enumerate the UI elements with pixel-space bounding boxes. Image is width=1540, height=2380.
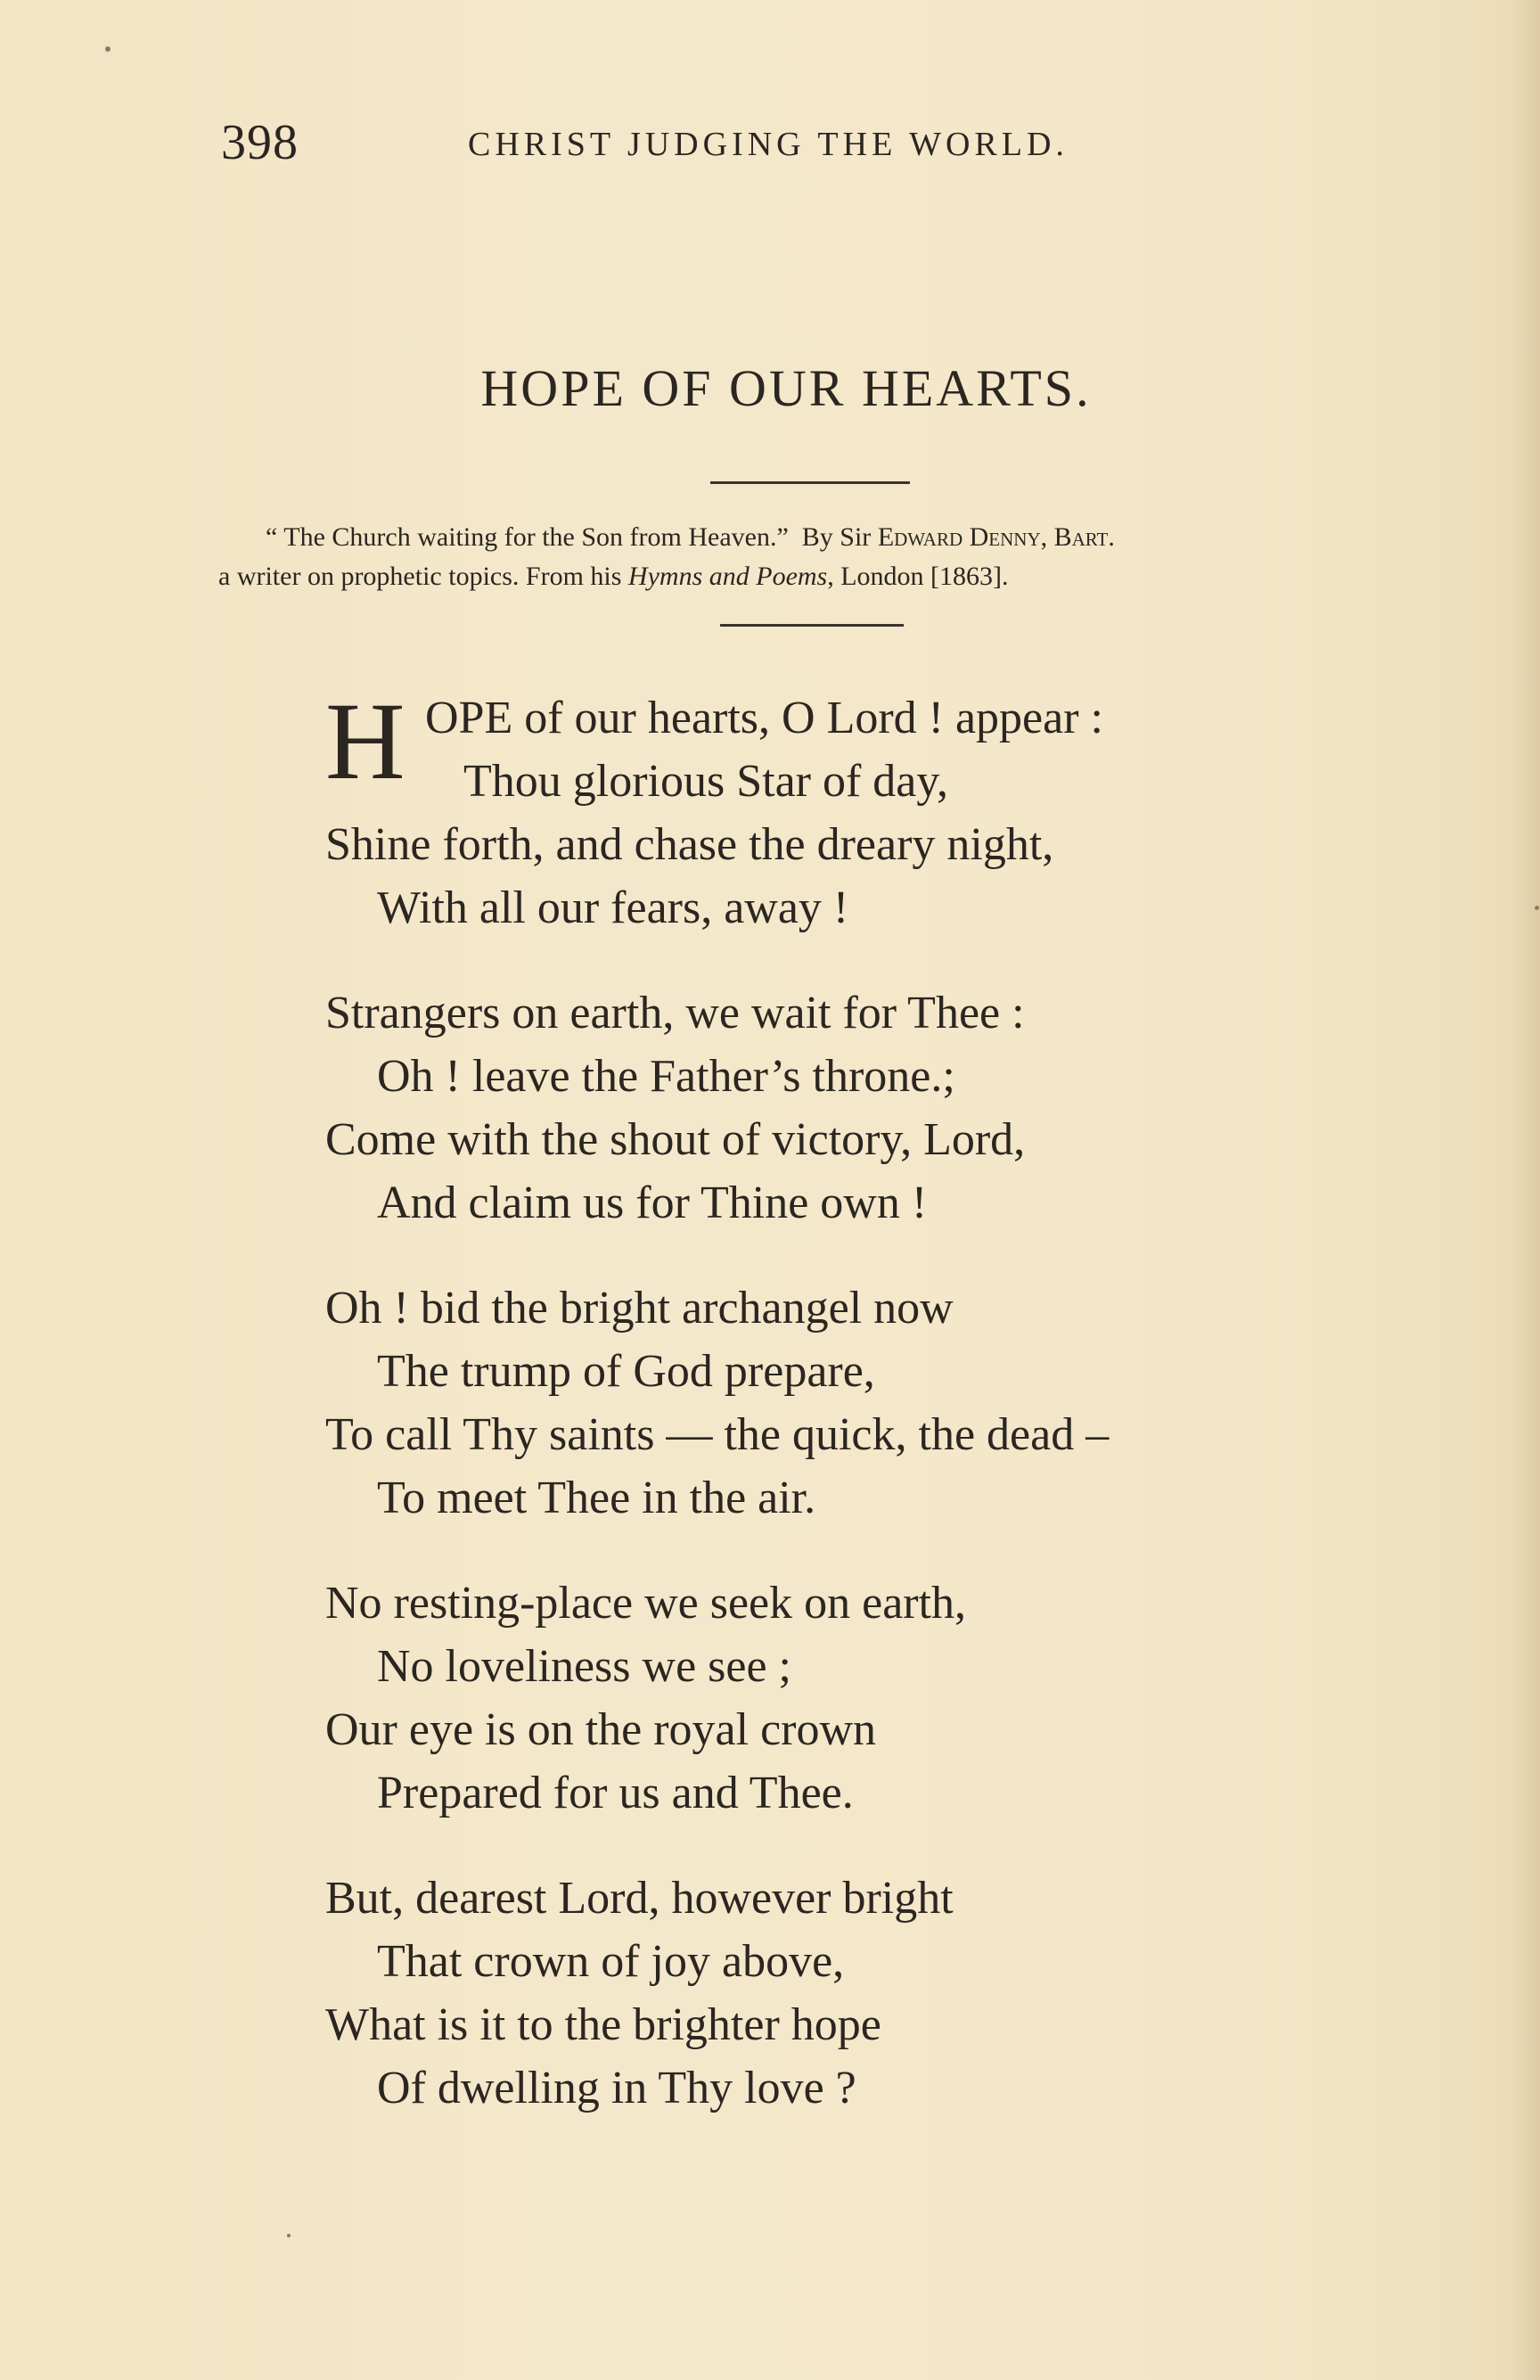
poem-line: Strangers on earth, we wait for Thee : — [325, 988, 1025, 1038]
poem-line: But, dearest Lord, however bright — [325, 1873, 954, 1924]
poem-line: Come with the shout of victory, Lord, — [325, 1114, 1026, 1165]
poem-line: That crown of joy above, — [377, 1936, 845, 1987]
poem-line: No loveliness we see ; — [377, 1641, 792, 1692]
epigraph-description: a writer on prophetic topics. From his — [218, 562, 622, 591]
title-rule-bottom — [720, 624, 904, 627]
paper-speck — [287, 2234, 291, 2237]
epigraph-author: Edward Denny — [877, 522, 1041, 552]
stanza-2 — [325, 981, 1109, 1235]
stanza-4 — [325, 1572, 1109, 1825]
epigraph-line-1: “ The Church waiting for the Son from Heaven.” By Sir Edward Denny, Bart. — [266, 522, 1115, 552]
running-title: CHRIST JUDGING THE WORLD. — [468, 126, 1069, 163]
hymn-title: HOPE OF OUR HEARTS. — [480, 359, 1092, 417]
page-number: 398 — [221, 115, 299, 170]
poem-line: Oh ! bid the bright archangel now — [325, 1283, 954, 1334]
page-edge-shadow — [1513, 0, 1540, 2380]
poem-line: Thou glorious Star of day, — [463, 756, 948, 807]
poem-line: The trump of God prepare, — [377, 1346, 875, 1397]
stanza-5 — [325, 1867, 1109, 2120]
drop-cap: H — [325, 680, 405, 802]
poem-line: Prepared for us and Thee. — [377, 1768, 854, 1818]
poem-line: What is it to the brighter hope — [325, 1999, 881, 2050]
paper-speck — [1535, 906, 1539, 910]
poem-line: To meet Thee in the air. — [377, 1473, 816, 1523]
title-rule-top — [710, 481, 910, 484]
poem-line: OPE of our hearts, O Lord ! appear : — [425, 693, 1103, 743]
poem-line: And claim us for Thine own ! — [377, 1178, 928, 1228]
poem-line: Our eye is on the royal crown — [325, 1704, 877, 1755]
epigraph-author-title: Bart. — [1053, 522, 1115, 552]
epigraph-quote: “ The Church waiting for the Son from Heaven.” — [266, 522, 789, 552]
poem-line: Of dwelling in Thy love ? — [377, 2063, 856, 2113]
paper-speck — [105, 46, 111, 52]
epigraph-line-2: a writer on prophetic topics. From his Hymns and Poems, London [1863]. — [218, 562, 1009, 591]
epigraph-publication: London [1863]. — [840, 562, 1009, 591]
poem-line: With all our fears, away ! — [377, 882, 849, 933]
first-line-wrap — [325, 680, 1109, 813]
poem-body — [325, 680, 1110, 2162]
poem-line: Oh ! leave the Father’s throne.; — [377, 1051, 955, 1102]
poem-line: To call Thy saints — the quick, the dead – — [325, 1409, 1110, 1460]
poem-line: No resting-place we seek on earth, — [325, 1578, 967, 1629]
poem-line: Shine forth, and chase the dreary night, — [325, 819, 1054, 870]
stanza-1 — [325, 680, 1109, 940]
epigraph-by: By Sir — [801, 522, 872, 552]
epigraph-work: Hymns and Poems — [627, 562, 828, 591]
stanza-3 — [325, 1276, 1109, 1530]
